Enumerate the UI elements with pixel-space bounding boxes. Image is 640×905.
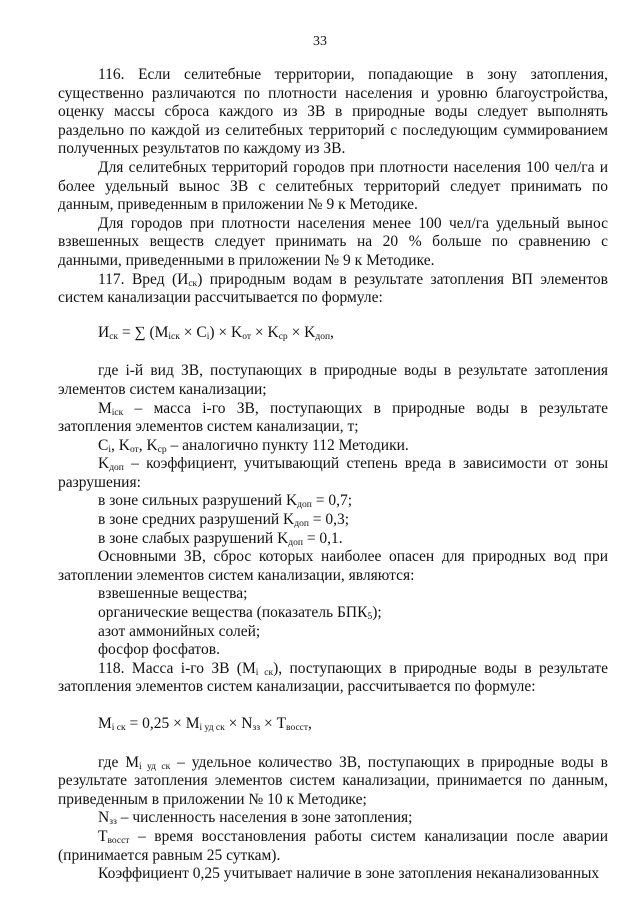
formula-damage: $И_{ск}$ = ∑ $(M_{iск} \times C_i) \times K_{от} \times K_{ср} \times K_{доп}$,: [98, 323, 334, 342]
definition-coefficients: $C_i$, $K_{от}$, $K_{ср}$ – аналогично пункту 112 Методики.: [98, 436, 409, 455]
zone-strong: в зоне сильных разрушений $K_{доп} = 0,7$;: [98, 492, 353, 511]
definition-i: где i-й вид ЗВ, поступающих в природные воды в результате затопления элементов систем канализации;: [58, 362, 608, 398]
document-body: [58, 66, 608, 884]
pollutant-item: органические вещества (показатель $БПК_5$);: [98, 604, 382, 623]
paragraph-116: 116. Если селитебные территории, попадающие в зону затопления, существенно различаются по плотности населения и уровню благоустройства, оценку массы сброса каждого из ЗВ в природные воды следует выполнять раздельно по каждой из селитебных территорий с последующим суммированием полученных результатов по каждому из ЗВ.: [58, 66, 608, 158]
paragraph-coefficient: Коэффициент 0,25 учитывает наличие в зоне затопления неканализованных: [98, 865, 600, 883]
pollutant-item: фосфор фосфатов.: [98, 641, 220, 659]
definition-mass: $M_{iск}$ – масса i-го ЗВ, поступающих в природные воды в результате затопления элементов систем канализации, т;: [58, 399, 608, 436]
paragraph-118: 118. Масса i-го ЗВ $(M_{i ск})$, поступающих в природные воды в результате затопления элементов систем канализации, рассчитывается по формуле:: [58, 659, 608, 696]
formula-mass: $M_{i ск} = 0,25 \times M_{i уд ск} \times N_{зз} \times T_{восст}$,: [98, 715, 312, 733]
pollutant-item: взвешенные вещества;: [98, 585, 248, 603]
page-number: 33: [313, 34, 327, 49]
zone-weak: в зоне слабых разрушений $K_{доп} = 0,1$.: [98, 529, 343, 548]
paragraph-116-cities: Для селитебных территорий городов при плотности населения 100 чел/га и более удельный вынос ЗВ с селитебных территорий следует принимать по данным, приведенным в приложении № 9 к Методике.: [58, 158, 608, 214]
definition-population: $N_{зз}$ – численность населения в зоне затопления;: [98, 809, 413, 828]
definition-restore-time: $T_{восст}$ – время восстановления работы систем канализации после аварии (принимается равным 25 суткам).: [58, 827, 608, 864]
definition-kdop: $K_{доп}$ – коэффициент, учитывающий степень вреда в зависимости от зоны разрушения:: [58, 455, 608, 491]
pollutant-item: азот аммонийных солей;: [98, 622, 261, 640]
paragraph-main-pollutants: Основными ЗВ, сброс которых наиболее опасен для природных вод при затоплении элементов систем канализации, являются:: [58, 548, 608, 584]
paragraph-117: 117. Вред $(И_{ск})$ природным водам в результате затопления ВП элементов систем канализации рассчитывается по формуле:: [58, 270, 608, 307]
zone-medium: в зоне средних разрушений $K_{доп} = 0,3$;: [98, 511, 350, 530]
paragraph-116-low-density: Для городов при плотности населения менее 100 чел/га удельный вынос взвешенных веществ следует принимать на 20 % больше по сравнению с данными, приведенными в приложении № 9 к Методике.: [58, 214, 608, 269]
definition-specific-mass: где $M_{i уд ск}$ – удельное количество ЗВ, поступающих в природные воды в результате затопления элементов систем канализации, принимается по данным, приведенным в приложении № 10 к Методике;: [58, 753, 608, 808]
